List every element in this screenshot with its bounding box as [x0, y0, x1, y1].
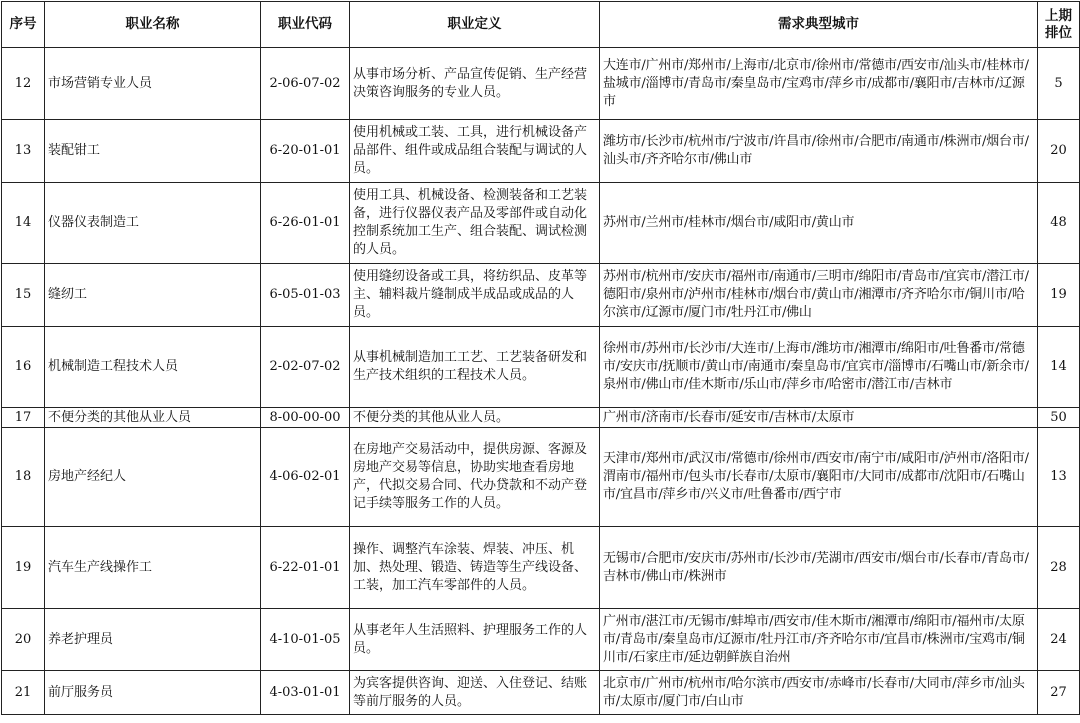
cell-no: 21	[2, 671, 45, 715]
cell-prev-rank: 24	[1038, 609, 1080, 671]
header-cities: 需求典型城市	[600, 2, 1038, 48]
header-name: 职业名称	[45, 2, 261, 48]
table-row	[2, 527, 1080, 609]
cell-no: 18	[2, 428, 45, 527]
header-code: 职业代码	[261, 2, 350, 48]
table-row	[2, 671, 1080, 715]
cell-prev-rank: 27	[1038, 671, 1080, 715]
cell-prev-rank: 48	[1038, 183, 1080, 264]
cell-code: 4-06-02-01	[261, 428, 350, 527]
table-row	[2, 408, 1080, 428]
cell-prev-rank: 50	[1038, 408, 1080, 428]
cell-definition: 从事市场分析、产品宣传促销、生产经营决策咨询服务的专业人员。	[350, 48, 600, 120]
table-row	[2, 609, 1080, 671]
table-row	[2, 264, 1080, 327]
cell-no: 13	[2, 120, 45, 183]
cell-cities: 苏州市/兰州市/桂林市/烟台市/咸阳市/黄山市	[600, 183, 1038, 264]
cell-code: 6-05-01-03	[261, 264, 350, 327]
cell-no: 15	[2, 264, 45, 327]
cell-no: 20	[2, 609, 45, 671]
cell-cities: 天津市/郑州市/武汉市/常德市/徐州市/西安市/南宁市/咸阳市/泸州市/洛阳市/渭南市/福州市/包头市/长春市/太原市/襄阳市/大同市/成都市/沈阳市/石嘴山市/宜昌市/萍乡市/兴义市/吐鲁番市/西宁市	[600, 428, 1038, 527]
cell-cities: 广州市/济南市/长春市/延安市/吉林市/太原市	[600, 408, 1038, 428]
cell-definition: 使用工具、机械设备、检测装备和工艺装备，进行仪器仪表产品及零部件或自动化控制系统加工生产、组合装配、调试检测的人员。	[350, 183, 600, 264]
cell-name: 养老护理员	[45, 609, 261, 671]
cell-name: 不便分类的其他从业人员	[45, 408, 261, 428]
cell-cities: 苏州市/杭州市/安庆市/福州市/南通市/三明市/绵阳市/青岛市/宜宾市/潜江市/德阳市/泉州市/泸州市/桂林市/烟台市/黄山市/湘潭市/齐齐哈尔市/铜川市/哈尔滨市/辽源市/厦门市/牡丹江市/佛山	[600, 264, 1038, 327]
cell-code: 2-02-07-02	[261, 327, 350, 408]
table-row	[2, 327, 1080, 408]
cell-cities: 无锡市/合肥市/安庆市/苏州市/长沙市/芜湖市/西安市/烟台市/长春市/青岛市/吉林市/佛山市/株洲市	[600, 527, 1038, 609]
cell-code: 2-06-07-02	[261, 48, 350, 120]
cell-name: 缝纫工	[45, 264, 261, 327]
cell-definition: 从事老年人生活照料、护理服务工作的人员。	[350, 609, 600, 671]
cell-code: 6-22-01-01	[261, 527, 350, 609]
cell-prev-rank: 19	[1038, 264, 1080, 327]
cell-code: 6-20-01-01	[261, 120, 350, 183]
cell-code: 6-26-01-01	[261, 183, 350, 264]
table-row	[2, 183, 1080, 264]
cell-no: 12	[2, 48, 45, 120]
cell-name: 汽车生产线操作工	[45, 527, 261, 609]
occupation-demand-table	[1, 1, 1080, 715]
table-row	[2, 428, 1080, 527]
cell-name: 机械制造工程技术人员	[45, 327, 261, 408]
cell-name: 前厅服务员	[45, 671, 261, 715]
header-definition: 职业定义	[350, 2, 600, 48]
cell-definition: 不便分类的其他从业人员。	[350, 408, 600, 428]
table-row	[2, 48, 1080, 120]
cell-no: 17	[2, 408, 45, 428]
cell-definition: 使用缝纫设备或工具，将纺织品、皮革等主、辅料裁片缝制成半成品或成品的人员。	[350, 264, 600, 327]
cell-cities: 潍坊市/长沙市/杭州市/宁波市/许昌市/徐州市/合肥市/南通市/株洲市/烟台市/汕头市/齐齐哈尔市/佛山市	[600, 120, 1038, 183]
table-header-row	[2, 2, 1080, 48]
cell-name: 房地产经纪人	[45, 428, 261, 527]
cell-prev-rank: 20	[1038, 120, 1080, 183]
cell-definition: 为宾客提供咨询、迎送、入住登记、结账等前厅服务的人员。	[350, 671, 600, 715]
cell-cities: 广州市/湛江市/无锡市/蚌埠市/西安市/佳木斯市/湘潭市/绵阳市/福州市/太原市/青岛市/秦皇岛市/辽源市/牡丹江市/齐齐哈尔市/宜昌市/株洲市/宝鸡市/铜川市/石家庄市/延边朝鲜族自治州	[600, 609, 1038, 671]
cell-name: 装配钳工	[45, 120, 261, 183]
cell-no: 19	[2, 527, 45, 609]
cell-definition: 使用机械或工装、工具，进行机械设备产品部件、组件或成品组合装配与调试的人员。	[350, 120, 600, 183]
cell-no: 16	[2, 327, 45, 408]
cell-code: 4-03-01-01	[261, 671, 350, 715]
cell-prev-rank: 28	[1038, 527, 1080, 609]
header-no: 序号	[2, 2, 45, 48]
cell-prev-rank: 14	[1038, 327, 1080, 408]
cell-prev-rank: 5	[1038, 48, 1080, 120]
cell-definition: 在房地产交易活动中，提供房源、客源及房地产交易等信息，协助实地查看房地产，代拟交易合同、代办贷款和不动产登记手续等服务工作的人员。	[350, 428, 600, 527]
cell-code: 8-00-00-00	[261, 408, 350, 428]
cell-definition: 操作、调整汽车涂装、焊装、冲压、机加、热处理、锻造、铸造等生产线设备、工装，加工汽车零部件的人员。	[350, 527, 600, 609]
cell-cities: 大连市/广州市/郑州市/上海市/北京市/徐州市/常德市/西安市/汕头市/桂林市/盐城市/淄博市/青岛市/秦皇岛市/宝鸡市/萍乡市/成都市/襄阳市/吉林市/辽源市	[600, 48, 1038, 120]
cell-cities: 北京市/广州市/杭州市/哈尔滨市/西安市/赤峰市/长春市/大同市/萍乡市/汕头市/太原市/厦门市/白山市	[600, 671, 1038, 715]
cell-prev-rank: 13	[1038, 428, 1080, 527]
cell-cities: 徐州市/苏州市/长沙市/大连市/上海市/潍坊市/湘潭市/绵阳市/吐鲁番市/常德市/安庆市/抚顺市/黄山市/南通市/秦皇岛市/宜宾市/淄博市/石嘴山市/新余市/泉州市/佛山市/佳木斯市/乐山市/萍乡市/哈密市/潜江市/吉林市	[600, 327, 1038, 408]
cell-name: 市场营销专业人员	[45, 48, 261, 120]
cell-definition: 从事机械制造加工工艺、工艺装备研发和生产技术组织的工程技术人员。	[350, 327, 600, 408]
cell-no: 14	[2, 183, 45, 264]
header-prev-rank: 上期排位	[1038, 2, 1080, 48]
table-row	[2, 120, 1080, 183]
cell-code: 4-10-01-05	[261, 609, 350, 671]
cell-name: 仪器仪表制造工	[45, 183, 261, 264]
